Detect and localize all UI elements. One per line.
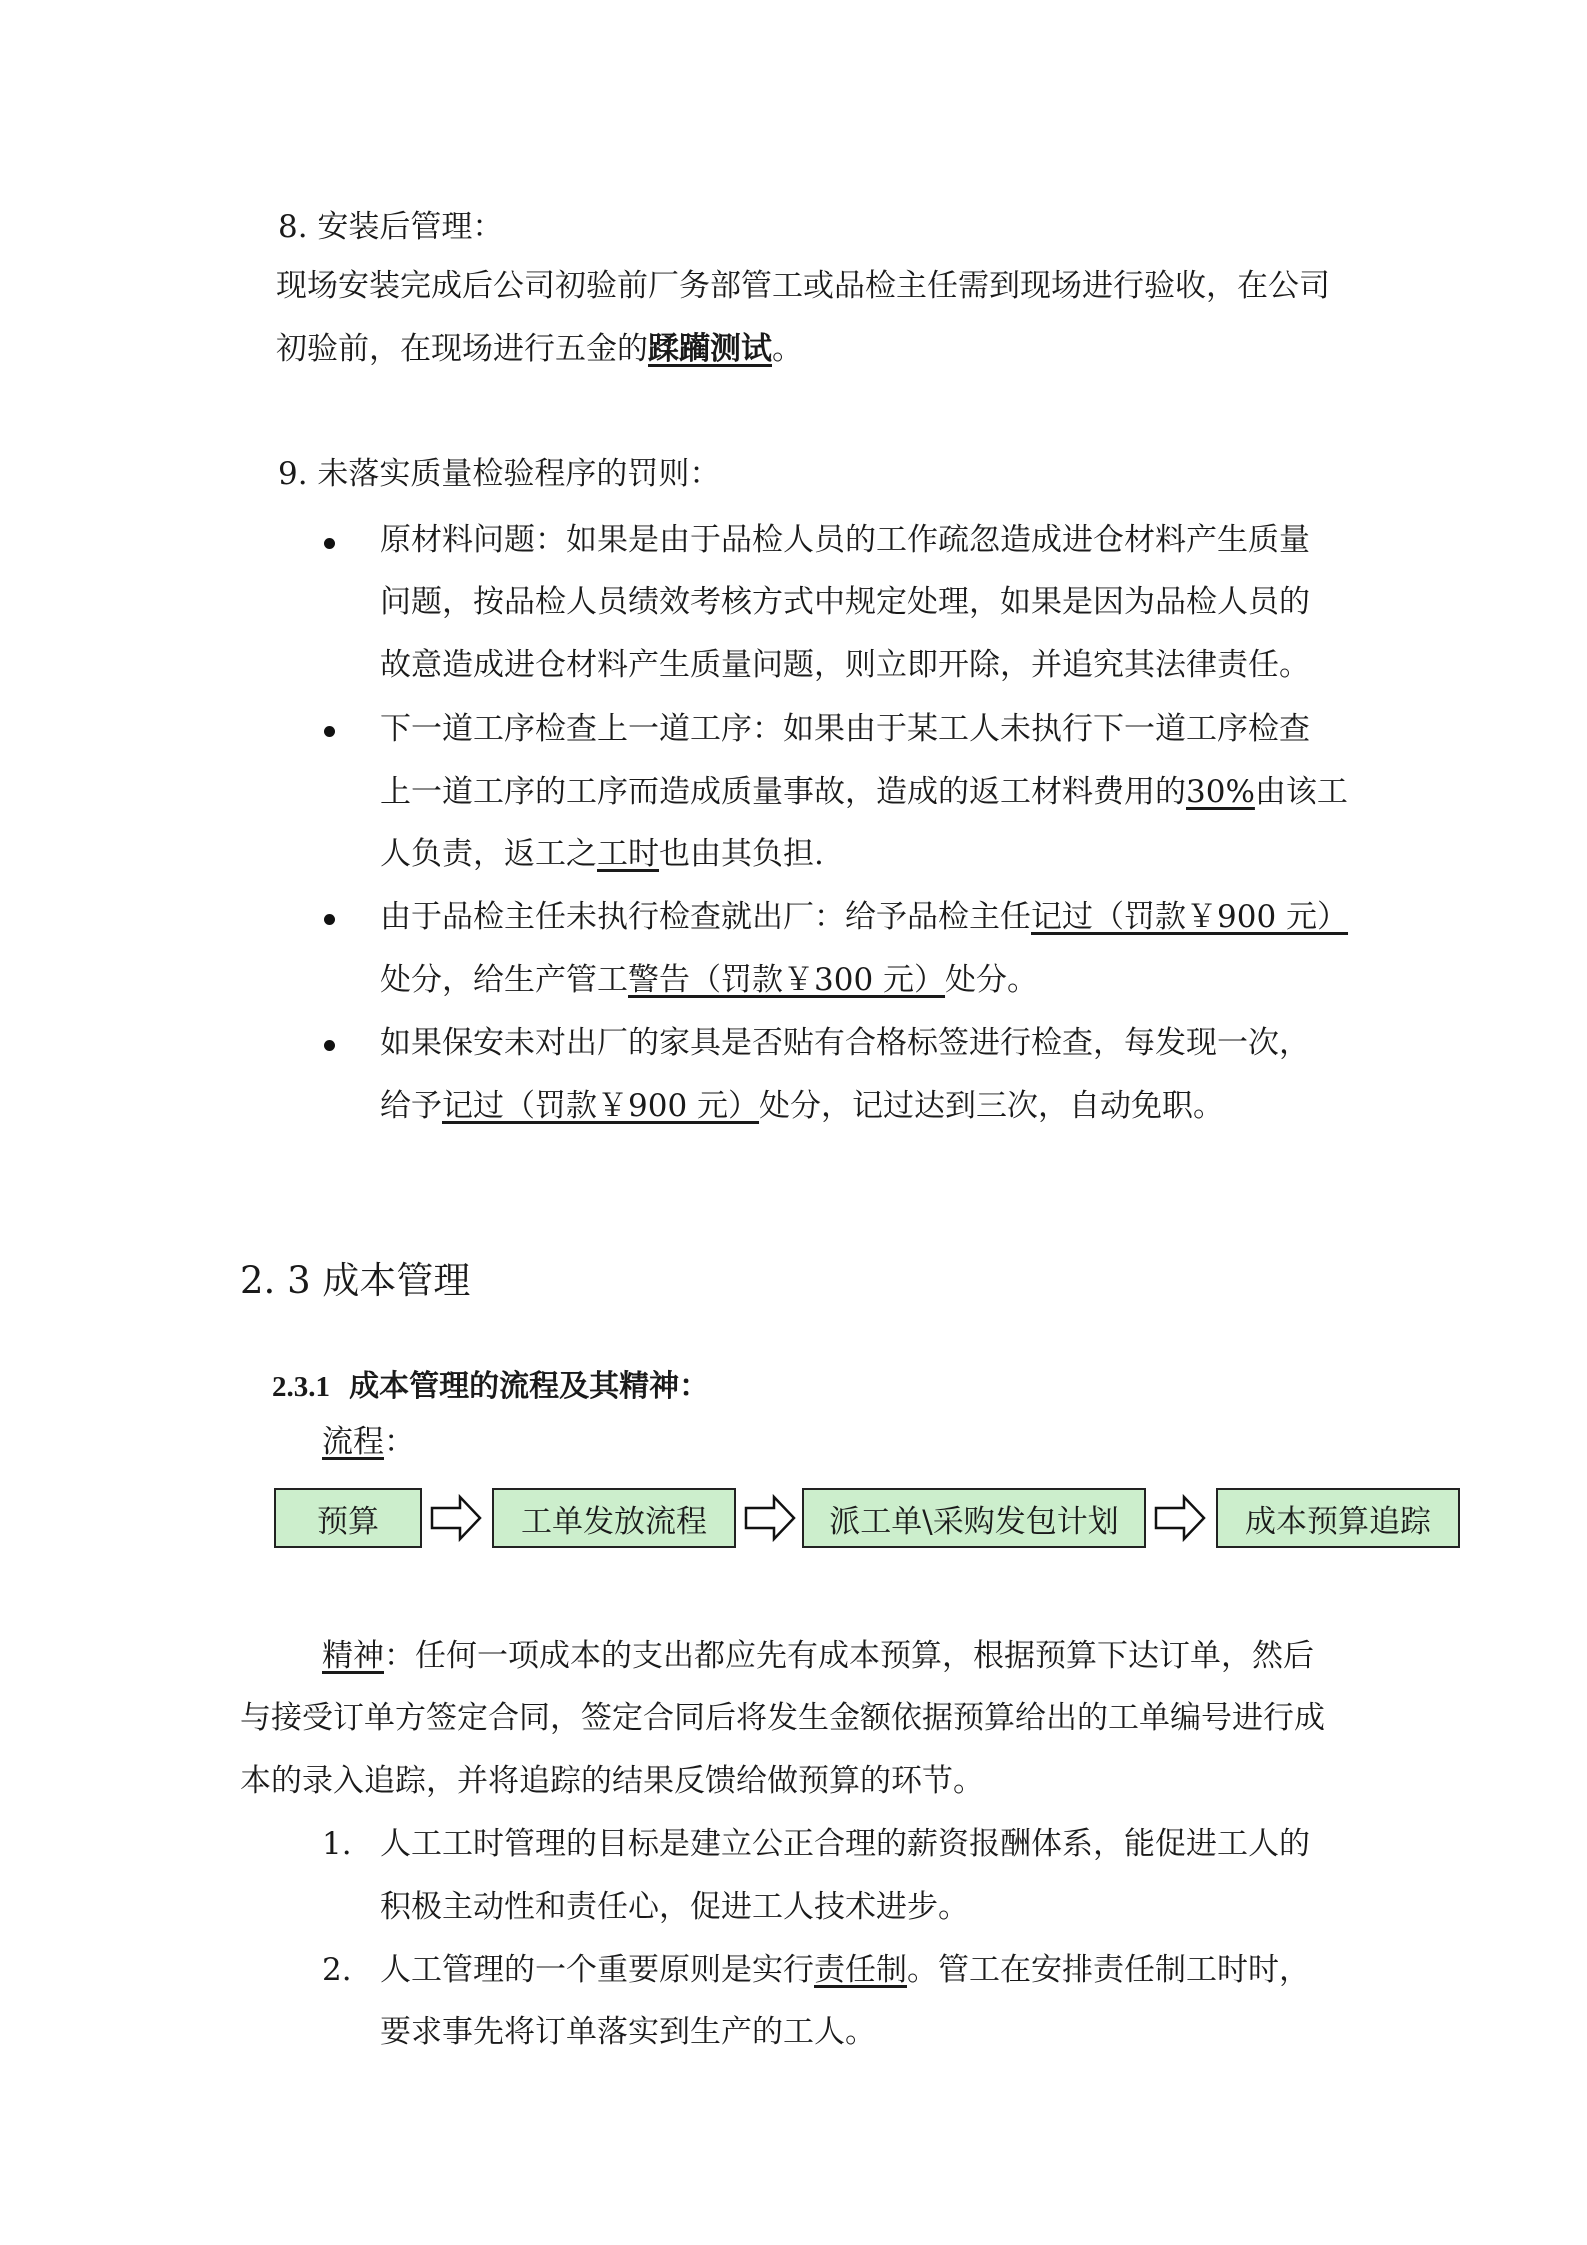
flow-arrow-icon xyxy=(744,1494,796,1542)
flow-step-work-order: 工单发放流程 xyxy=(492,1488,736,1548)
underlined-term: 记过（罚款￥900 元） xyxy=(442,1088,760,1124)
section-8-line-1: 现场安装完成后公司初验前厂务部管工或品检主任需到现场进行验收，在公司 xyxy=(276,268,1330,304)
subsection-2-3-1-heading xyxy=(272,1361,709,1405)
bullet-4-line-2: 给予记过（罚款￥900 元）处分，记过达到三次，自动免职。 xyxy=(380,1088,1225,1124)
bullet-1-line-1: 原材料问题：如果是由于品检人员的工作疏忽造成进仓材料产生质量 xyxy=(380,522,1310,558)
flow-label-line: 流程： xyxy=(322,1424,415,1460)
bullet-icon xyxy=(324,914,335,925)
item-2-line-1: 人工管理的一个重要原则是实行责任制。管工在安排责任制工时时， xyxy=(380,1952,1310,1988)
item-1-line-1: 人工工时管理的目标是建立公正合理的薪资报酬体系，能促进工人的 xyxy=(380,1826,1310,1862)
underlined-term: 警告（罚款￥300 元） xyxy=(628,962,946,998)
item-2-line-2: 要求事先将订单落实到生产的工人。 xyxy=(380,2014,876,2050)
underlined-term: 责任制 xyxy=(814,1952,907,1988)
section-2-3-heading: 2. 3 成本管理 xyxy=(240,1259,471,1302)
subsection-number: 2.3.1 xyxy=(272,1371,330,1403)
spirit-line-1: 精神：任何一项成本的支出都应先有成本预算，根据预算下达订单，然后 xyxy=(322,1638,1314,1674)
flow-step-cost-tracking: 成本预算追踪 xyxy=(1216,1488,1460,1548)
bullet-2-line-2: 上一道工序的工序而造成质量事故，造成的返工材料费用的30%由该工 xyxy=(380,774,1348,810)
bullet-3-line-1: 由于品检主任未执行检查就出厂：给予品检主任记过（罚款￥900 元） xyxy=(380,899,1349,935)
underlined-term: 工时 xyxy=(597,836,659,872)
subsection-title: 成本管理的流程及其精神： xyxy=(349,1369,710,1404)
underlined-term: 记过（罚款￥900 元） xyxy=(1031,899,1349,935)
section-8-line-2: 初验前，在现场进行五金的蹂躏测试。 xyxy=(276,331,803,367)
bullet-4-line-1: 如果保安未对出厂的家具是否贴有合格标签进行检查，每发现一次， xyxy=(380,1025,1310,1061)
bullet-1-line-2: 问题，按品检人员绩效考核方式中规定处理，如果是因为品检人员的 xyxy=(380,584,1310,620)
spirit-label: 精神 xyxy=(322,1638,384,1674)
underlined-term: 蹂躏测试 xyxy=(648,331,772,367)
bullet-2-line-1: 下一道工序检查上一道工序：如果由于某工人未执行下一道工序检查 xyxy=(380,711,1310,747)
bullet-icon xyxy=(324,726,335,737)
bullet-2-line-3: 人负责，返工之工时也由其负担. xyxy=(380,836,824,872)
bullet-1-line-3: 故意造成进仓材料产生质量问题，则立即开除，并追究其法律责任。 xyxy=(380,647,1310,683)
item-1-line-2: 积极主动性和责任心，促进工人技术进步。 xyxy=(380,1889,969,1925)
bullet-3-line-2: 处分，给生产管工警告（罚款￥300 元）处分。 xyxy=(380,962,1039,998)
flow-arrow-icon xyxy=(430,1494,482,1542)
bullet-icon xyxy=(324,538,335,549)
flow-arrow-icon xyxy=(1154,1494,1206,1542)
section-9-title: 9. 未落实质量检验程序的罚则： xyxy=(278,456,721,492)
section-8-title: 8. 安装后管理： xyxy=(278,209,504,245)
flow-step-budget: 预算 xyxy=(274,1488,422,1548)
flow-step-dispatch-procurement: 派工单\采购发包计划 xyxy=(802,1488,1146,1548)
spirit-line-2: 与接受订单方签定合同，签定合同后将发生金额依据预算给出的工单编号进行成 xyxy=(240,1700,1325,1736)
bullet-icon xyxy=(324,1040,335,1051)
item-2-number: 2. xyxy=(322,1952,352,1988)
spirit-line-3: 本的录入追踪，并将追踪的结果反馈给做预算的环节。 xyxy=(240,1763,984,1799)
underlined-term: 30% xyxy=(1186,774,1255,810)
flow-label: 流程 xyxy=(322,1424,384,1460)
item-1-number: 1. xyxy=(322,1826,352,1862)
